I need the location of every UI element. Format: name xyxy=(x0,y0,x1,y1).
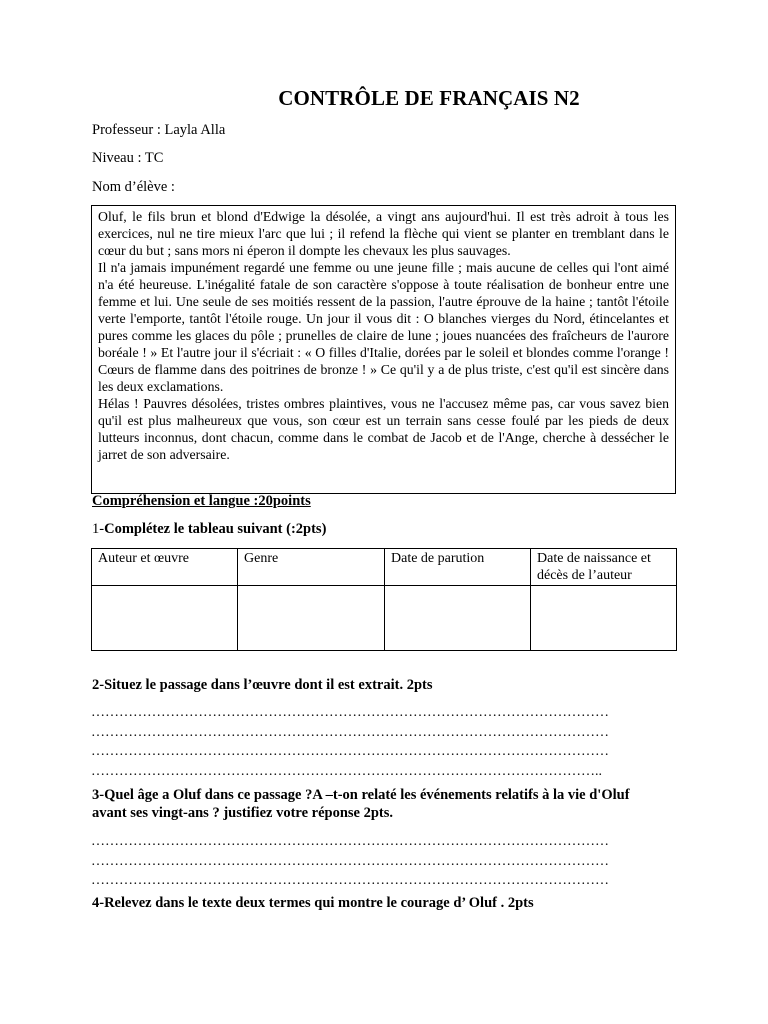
answer-line[interactable]: ………………………………………………………………………………………………… xyxy=(91,744,609,759)
level-line: Niveau : TC xyxy=(92,150,164,166)
teacher-line: Professeur : Layla Alla xyxy=(92,122,226,138)
question-3-answer-lines xyxy=(91,832,676,891)
header-publication-date: Date de parution xyxy=(385,549,531,586)
answer-line[interactable]: ………………………………………………………………………………………………… xyxy=(91,834,609,849)
answer-line[interactable]: ………………………………………………………………………………………………… xyxy=(91,853,609,869)
question-4: 4-Relevez dans le texte deux termes qui montre le courage d’ Oluf . 2pts xyxy=(92,895,534,911)
student-name-line: Nom d’élève : xyxy=(92,179,175,195)
answer-cell-genre[interactable] xyxy=(238,586,385,651)
answer-line[interactable]: ……………………………………………………………………………………………….. xyxy=(91,763,602,779)
header-author-dates: Date de naissance et décès de l’auteur xyxy=(531,549,677,586)
passage-paragraph: Il n'a jamais impunément regardé une femme ou une jeune fille ; mais aucune de celles qui l'ont aimé n'a été heureuse. L'inégalité fatale de son caractère s'oppose à toute réalisation de bonheur entre une femme et lui. Une seule de ses moitiés ressent de la passion, l'autre éprouve de la haine ; tantôt l'étoile verte l'emporte, tantôt l'étoile rouge. Un jour il vous dit : O blanches vierges du Nord, étincelantes et pures comme les glaces du pôle ; prunelles de claire de lune ; joues nuancées des fraîcheurs de l'aurore boréale ! » Et l'autre jour il s'écriait : « O filles d'Italie, dorées par le soleil et blondes comme l'orange ! Cœurs de flamme dans des poitrines de bronze ! » Ce qu'il y a de plus triste, c'est qu'il est sincère dans les deux exclamations. xyxy=(98,260,669,394)
question-2: 2-Situez le passage dans l’œuvre dont il est extrait. 2pts xyxy=(92,677,433,693)
table-answer-row xyxy=(92,586,677,651)
answer-cell-author-dates[interactable] xyxy=(531,586,677,651)
passage-box xyxy=(91,205,676,494)
question-1-text: Complétez le tableau suivant (:2pts) xyxy=(104,521,327,537)
answer-table xyxy=(91,548,677,651)
question-3-line-1: 3-Quel âge a Oluf dans ce passage ?A –t-on relaté les événements relatifs à la vie d'Oluf xyxy=(92,787,630,803)
exam-title: CONTRÔLE DE FRANÇAIS N2 xyxy=(278,86,580,110)
answer-line[interactable]: ………………………………………………………………………………………………… xyxy=(91,724,609,740)
table-header-row xyxy=(92,549,677,586)
section-title: Compréhension et langue :20points xyxy=(92,493,311,509)
answer-line[interactable]: ………………………………………………………………………………………………… xyxy=(91,873,609,888)
question-1-number: 1- xyxy=(92,521,105,537)
answer-cell-author-work[interactable] xyxy=(92,586,238,651)
answer-cell-publication-date[interactable] xyxy=(385,586,531,651)
header-genre: Genre xyxy=(238,549,385,586)
passage-paragraph: Hélas ! Pauvres désolées, tristes ombres plaintives, vous ne l'accusez même pas, car vous savez bien qu'il est plus malheureux que vous, son cœur est un terrain sans cesse foulé par les pieds de deux lutteurs inconnus, dont chacun, comme dans le combat de Jacob et de l'Ange, cherche à dessécher le jarret de son adversaire. xyxy=(98,396,669,462)
header-author-work: Auteur et œuvre xyxy=(92,549,238,586)
passage-paragraph: Oluf, le fils brun et blond d'Edwige la désolée, a vingt ans aujourd'hui. Il est très adroit à tous les exercices, nul ne tire mieux l'arc que lui ; il refend la flèche qui vient se planter en tremblant dans le cœur du but ; sans mors ni éperon il dompte les chevaux les plus sauvages. xyxy=(98,209,669,258)
question-1 xyxy=(92,521,326,538)
question-3-line-2: avant ses vingt-ans ? justifiez votre réponse 2pts. xyxy=(92,805,393,821)
question-2-answer-lines xyxy=(91,703,676,781)
answer-line[interactable]: ………………………………………………………………………………………………… xyxy=(91,705,609,720)
